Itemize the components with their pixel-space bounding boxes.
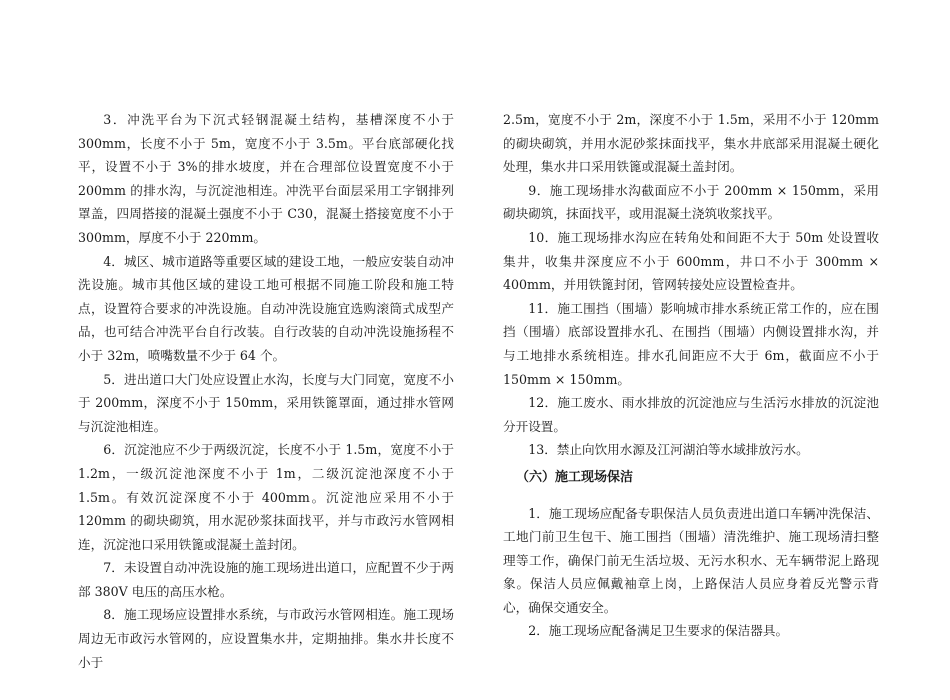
paragraph-11: 11．施工围挡（围墙）影响城市排水系统正常工作的，应在围挡（围墙）底部设置排水孔、在围挡（围墙）内侧设置排水沟，并与工地排水系统相连。排水孔间距应不大于 6m，截面应不小于 150mm × 150mm。 — [503, 300, 879, 387]
paragraph-12: 12．施工废水、雨水排放的沉淀池应与生活污水排放的沉淀池分开设置。 — [503, 395, 879, 434]
paragraph-7: 7．未设置自动冲洗设施的施工现场进出道口，应配置不少于两部 380V 电压的高压水枪。 — [78, 560, 454, 599]
paragraph-9: 9．施工现场排水沟截面应不小于 200mm × 150mm，采用砌块砌筑，抹面找平，或用混凝土浇筑收浆找平。 — [503, 182, 879, 222]
section-heading: （六）施工现场保洁 — [516, 469, 634, 485]
left-column — [78, 108, 454, 674]
paragraph-10: 10．施工现场排水沟应在转角处和间距不大于 50m 处设置收集井，收集井深度应不小于 600mm，井口不小于 300mm × 400mm，并用铁篦封闭，管网转接处应设置检查井。 — [503, 229, 879, 293]
cleaning-paragraph-1: 1．施工现场应配备专职保洁人员负责进出道口车辆冲洗保洁、工地门前卫生包干、施工围挡（围墙）清洗维护、施工现场清扫整理等工作，确保门前无生活垃圾、无污水积水、无车辆带泥上路现象。保洁人员应佩戴袖章上岗，上路保洁人员应身着反光警示背心，确保交通安全。 — [503, 505, 879, 615]
paragraph-5: 5．进出道口大门处应设置止水沟，长度与大门同宽，宽度不小于 200mm，深度不小于 150mm，采用铁篦罩面，通过排水管网与沉淀池相连。 — [78, 371, 454, 434]
paragraph-6: 6．沉淀池应不少于两级沉淀，长度不小于 1.5m，宽度不小于 1.2m，一级沉淀池深度不小于 1m，二级沉淀池深度不小于 1.5m。有效沉淀深度不小于 400mm。沉淀池应采用不小于 120mm 的砌块砌筑，用水泥砂浆抹面找平，并与市政污水管网相连，沉淀池口采用铁篦或混凝土盖封闭。 — [78, 442, 454, 552]
right-column — [503, 108, 879, 643]
cleaning-paragraph-2: 2．施工现场应配备满足卫生要求的保洁器具。 — [528, 623, 789, 639]
paragraph-13: 13．禁止向饮用水源及江河湖泊等水域排放污水。 — [528, 442, 809, 458]
paragraph-8: 8．施工现场应设置排水系统，与市政污水管网相连。施工现场周边无市政污水管网的，应设置集水井，定期抽排。集水井长度不小于 — [78, 607, 454, 670]
paragraph-4: 4．城区、城市道路等重要区域的建设工地，一般应安装自动冲洗设施。城市其他区域的建设工地可根据不同施工阶段和施工特点，设置符合要求的冲洗设施。自动冲洗设施宜选购滚筒式成型产品，也可结合冲洗平台自行改装。自行改装的自动冲洗设施扬程不小于 32m，喷嘴数量不少于 64 个。 — [78, 253, 454, 363]
paragraph-3: 3．冲洗平台为下沉式轻钢混凝土结构，基槽深度不小于 300mm，长度不小于 5m，宽度不小于 3.5m。平台底部硬化找平，设置不小于 3%的排水坡度，并在合理部位设置宽度不小于 200mm 的排水沟，与沉淀池相连。冲洗平台面层采用工字钢排列罩盖，四周搭接的混凝土强度不小于 C30，混凝土搭接宽度不小于 300mm，厚度不小于 220mm。 — [78, 112, 454, 245]
paragraph-8-continued: 2.5m，宽度不小于 2m，深度不小于 1.5m，采用不小于 120mm 的砌块砌筑，并用水泥砂浆抹面找平，集水井底部采用混凝土硬化处理，集水井口采用铁篦或混凝土盖封闭。 — [503, 112, 879, 175]
